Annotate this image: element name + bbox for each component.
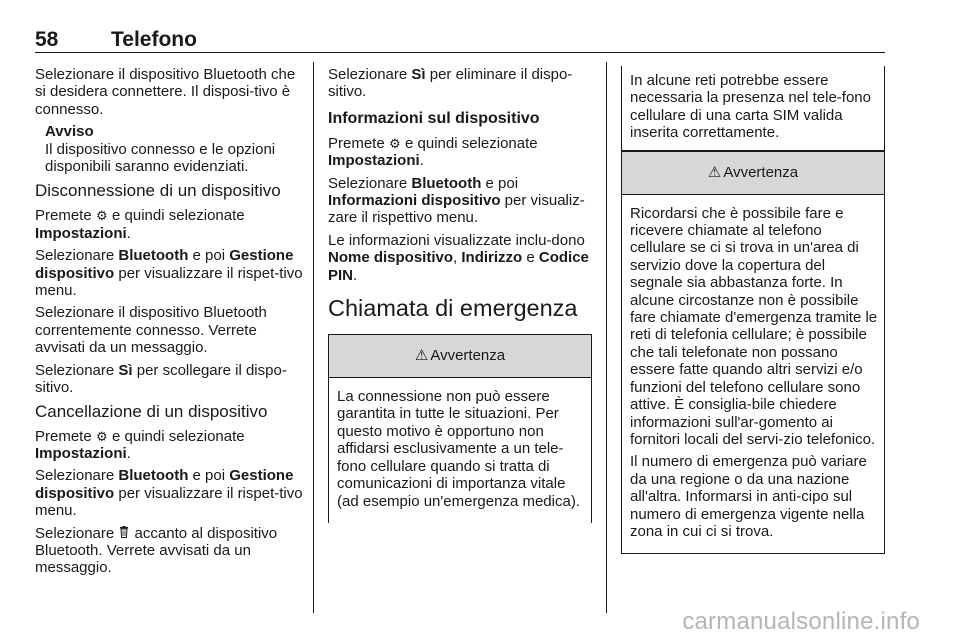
info-box — [621, 66, 885, 151]
warning-body — [329, 378, 591, 523]
note-block — [45, 123, 305, 175]
warning-text: Ricordarsi che è possibile fare e ricevere chiamate al telefono cellulare se ci si trova in un'area di servizio dove la copertura del segnale sia abbastanza forte. In alcune circostanze non è possibile fare chiamate d'emergenza tramite le reti di telefonia cellulare; è possibile che tali telefonate non possano essere fatte quando altri servizi e/o funzioni del telefono cellulare sono attive. È consiglia-bile chiedere informazioni sull'ar-gomento ai fornitori locali del servi-zio telefonico. — [630, 204, 878, 448]
info-text: In alcune reti potrebbe essere necessaria la presenza nel tele-fono cellulare di una carta SIM valida inserita correttamente. — [630, 72, 871, 142]
page-number: 58 — [35, 28, 59, 51]
section-heading-delete: Cancellazione di un dispositivo — [35, 401, 268, 421]
column-divider-2 — [606, 62, 607, 613]
paragraph: Selezionare Bluetooth e poi Gestione dispositivo per visualizzare il rispet-tivo menu. — [35, 247, 303, 300]
section-heading-disconnect: Disconnessione di un dispositivo — [35, 181, 281, 201]
paragraph: Selezionare il dispositivo Bluetooth correntemente connesso. Verrete avvisati da un messaggio. — [35, 304, 267, 357]
paragraph: Selezionare il dispositivo Bluetooth che si desidera connettere. Il disposi-tivo è connesso. — [35, 66, 296, 118]
warning-text: Il numero di emergenza può variare da una regione o da una nazione all'altra. Informarsi in anti-cipo sul numero di emergenza vigente nella zona in cui ci si trova. — [630, 453, 867, 540]
gear-icon: ⚙ — [389, 135, 401, 151]
gear-icon: ⚙ — [96, 428, 108, 444]
paragraph: Selezionare accanto al dispositivo Bluetooth. Verrete avvisati da un messaggio. — [35, 524, 278, 577]
page-title: Telefono — [111, 28, 197, 51]
page-header — [35, 28, 885, 52]
warning-header — [329, 335, 591, 378]
header-rule — [35, 52, 885, 53]
column-2 — [328, 66, 592, 523]
warning-title: Avvertenza — [430, 347, 506, 365]
watermark: carmanualsonline.info — [682, 608, 920, 635]
paragraph: Selezionare Sì per eliminare il dispo-sitivo. — [328, 66, 573, 101]
warning-box — [328, 334, 592, 523]
paragraph: Premete ⚙ e quindi selezionate Impostazioni. — [328, 134, 538, 170]
warning-triangle-icon: ⚠ — [707, 163, 722, 181]
paragraph: Selezionare Bluetooth e poi Informazioni dispositivo per visualiz-zare il rispettivo menu. — [328, 174, 585, 227]
warning-body — [622, 195, 884, 554]
paragraph: Premete ⚙ e quindi selezionate Impostazioni. — [35, 207, 245, 242]
note-title: Avviso — [45, 123, 94, 141]
warning-title: Avvertenza — [723, 163, 799, 181]
column-divider-1 — [313, 62, 314, 613]
gear-icon: ⚙ — [96, 208, 108, 224]
warning-text: La connessione non può essere garantita in tutte le situazioni. Per questo motivo è opportuno non affidarsi esclusivamente a un tele-fono cellulare quando si tratta di comunicazioni di importanza vitale (ad esempio un'emergenza medica). — [337, 388, 580, 510]
warning-header — [622, 151, 884, 195]
warning-box — [621, 151, 885, 555]
note-text: Il dispositivo connesso e le opzioni disponibili saranno evidenziati. — [45, 140, 276, 176]
column-3 — [621, 66, 885, 554]
paragraph: Premete ⚙ e quindi selezionate Impostazioni. — [35, 427, 245, 462]
paragraph: Le informazioni visualizzate inclu-dono Nome dispositivo, Indirizzo e Codice PIN. — [328, 231, 589, 284]
warning-triangle-icon: ⚠ — [414, 347, 429, 365]
paragraph: Selezionare Bluetooth e poi Gestione dispositivo per visualizzare il rispet-tivo menu. — [35, 467, 303, 520]
section-heading-info: Informazioni sul dispositivo — [328, 109, 540, 127]
paragraph: Selezionare Sì per scollegare il dispo-sitivo. — [35, 361, 287, 397]
chapter-heading-emergency: Chiamata di emergenza — [328, 295, 578, 322]
column-1 — [35, 66, 305, 582]
trash-icon — [118, 525, 130, 542]
